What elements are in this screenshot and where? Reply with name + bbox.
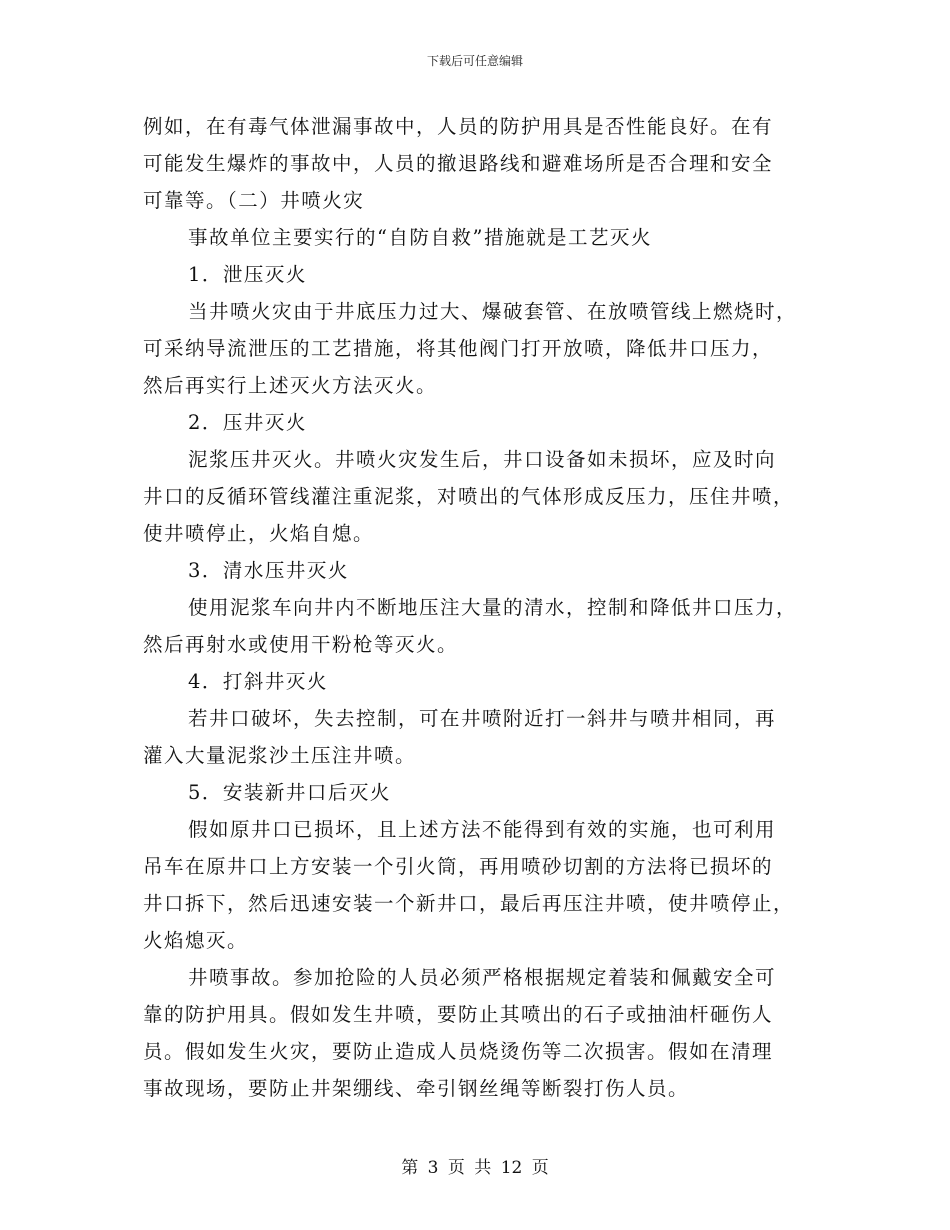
text-line: 员。假如发生火灾，要防止造成人员烧烫伤等二次损害。假如在清理 bbox=[143, 1040, 774, 1063]
text-line: 可能发生爆炸的事故中，人员的撤退路线和避难场所是否合理和安全 bbox=[143, 152, 774, 175]
text-line: 当井喷火灾由于井底压力过大、爆破套管、在放喷管线上燃烧时， bbox=[188, 300, 798, 323]
section-heading: 1．泄压灭火 bbox=[188, 263, 307, 286]
text-line: 吊车在原井口上方安装一个引火筒，再用喷砂切割的方法将已损坏的 bbox=[143, 855, 774, 878]
text-line: 井口拆下，然后迅速安装一个新井口，最后再压注井喷，使井喷停止， bbox=[143, 892, 795, 915]
text-line: 灌入大量泥浆沙土压注井喷。 bbox=[143, 744, 417, 767]
page-number: 第 3 页 共 12 页 bbox=[401, 1158, 549, 1178]
text-line: 可采纳导流泄压的工艺措施，将其他阀门打开放喷，降低井口压力， bbox=[143, 337, 774, 360]
text-line: 事故现场，要防止井架绷线、牵引钢丝绳等断裂打伤人员。 bbox=[143, 1077, 690, 1100]
text-line: 例如，在有毒气体泄漏事故中，人员的防护用具是否性能良好。在有 bbox=[143, 115, 774, 138]
text-line: 使用泥浆车向井内不断地压注大量的清水，控制和降低井口压力， bbox=[188, 596, 798, 619]
section-heading: 5．安装新井口后灭火 bbox=[188, 781, 391, 804]
text-line: 靠的防护用具。假如发生井喷，要防止其喷出的石子或抽油杆砸伤人 bbox=[143, 1003, 774, 1026]
section-heading: 3．清水压井灭火 bbox=[188, 559, 349, 582]
text-line: 事故单位主要实行的“自防自救”措施就是工艺灭火 bbox=[188, 226, 652, 249]
text-line: 然后再射水或使用干粉枪等灭火。 bbox=[143, 633, 459, 656]
text-line: 井喷事故。参加抢险的人员必须严格根据规定着装和佩戴安全可 bbox=[188, 966, 777, 989]
text-line: 火焰熄灭。 bbox=[143, 929, 249, 952]
page-header: 下载后可任意编辑 bbox=[426, 54, 523, 68]
text-line: 然后再实行上述灭火方法灭火。 bbox=[143, 374, 438, 397]
text-line: 假如原井口已损坏，且上述方法不能得到有效的实施，也可利用 bbox=[188, 818, 777, 841]
text-line: 井口的反循环管线灌注重泥浆，对喷出的气体形成反压力，压住井喷， bbox=[143, 485, 795, 508]
section-heading: 4．打斜井灭火 bbox=[188, 670, 328, 693]
text-line: 若井口破坏，失去控制，可在井喷附近打一斜井与喷井相同，再 bbox=[188, 707, 777, 730]
section-heading: 2．压井灭火 bbox=[188, 411, 307, 434]
text-line: 可靠等。（二）井喷火灾 bbox=[143, 189, 365, 212]
text-line: 泥浆压井灭火。井喷火灾发生后，井口设备如未损坏，应及时向 bbox=[188, 448, 777, 471]
body-text bbox=[143, 108, 813, 1107]
text-line: 使井喷停止，火焰自熄。 bbox=[143, 522, 375, 545]
